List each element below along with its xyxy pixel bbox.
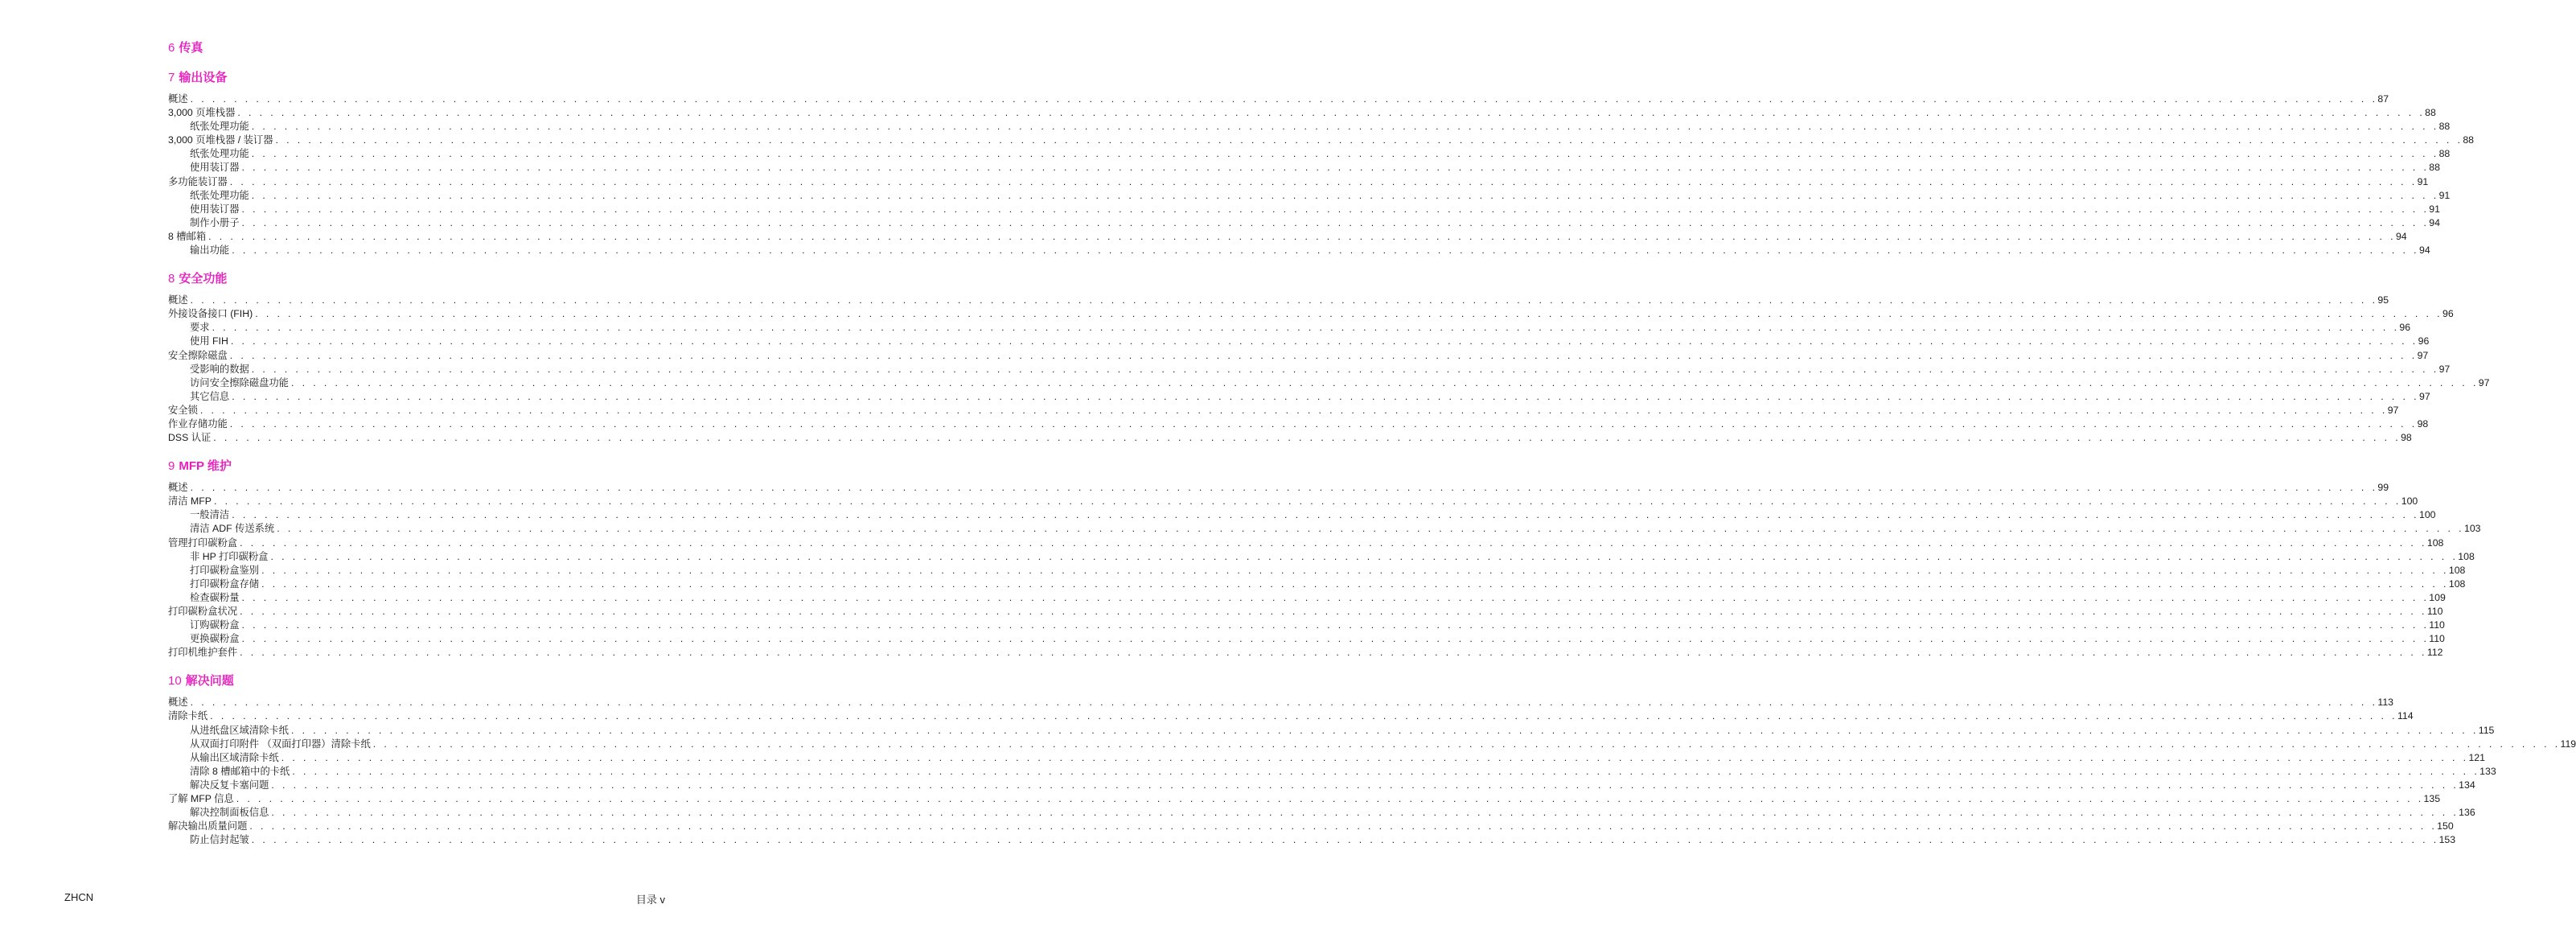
toc-entry[interactable] (168, 307, 2454, 321)
dot-leader: . . . . . . . . . . . . . . . . . . . . . . . . . . . . . . . . . . . . . . . . . . . . . . . . . . . . . . . . . . . . . . . . . . . . . . . . . . . . . . . . . . . . . . . . . . . . . . . . . . . . . . . . . . . . . . . . . . . . . . . . . . . . . . . . . . . . . . . . . . . . . . . . . . . . . . . . . . . . . . . . . . . . . . . . . . . . . . . . . . . . . . . . . . . . . . . . . . . . . . . . (275, 134, 2463, 146)
toc-entry-title: 8 槽邮箱 (168, 230, 207, 242)
toc-entry[interactable] (168, 646, 2443, 660)
toc-entry-title: 从进纸盘区域清除卡纸 (190, 724, 289, 736)
dot-leader: . . . . . . . . . . . . . . . . . . . . . . . . . . . . . . . . . . . . . . . . . . . . . . . . . . . . . . . . . . . . . . . . . . . . . . . . . . . . . . . . . . . . . . . . . . . . . . . . . . . . . . . . . . . . . . . . . . . . . . . . . . . . . . . . . . . . . . . . . . . . . . . . . . . . . . . . . . . . . . . . . . . . . . . . . . . . . . . . . . . . . . . . . . . . . . . . . . . . . . . . (229, 417, 2418, 430)
dot-leader: . . . . . . . . . . . . . . . . . . . . . . . . . . . . . . . . . . . . . . . . . . . . . . . . . . . . . . . . . . . . . . . . . . . . . . . . . . . . . . . . . . . . . . . . . . . . . . . . . . . . . . . . . . . . . . . . . . . . . . . . . . . . . . . . . . . . . . . . . . . . . . . . . . . . . . . . . . . . . . . . . . . . . . . . . . . . . . . . . . . . . . . . . . . . . . . . . . . . . . . . (232, 245, 2419, 257)
toc-entry-title: 安全锁 (168, 404, 198, 416)
dot-leader: . . . . . . . . . . . . . . . . . . . . . . . . . . . . . . . . . . . . . . . . . . . . . . . . . . . . . . . . . . . . . . . . . . . . . . . . . . . . . . . . . . . . . . . . . . . . . . . . . . . . . . . . . . . . . . . . . . . . . . . . . . . . . . . . . . . . . . . . . . . . . . . . . . . . . . . . . . . . . . . . . . . . . . . . . . . . . . . . . . . . . . . . . . . . . . . . . . . . . . . . (190, 482, 2378, 494)
toc-entry-page-number: 133 (2479, 765, 2496, 777)
chapter-heading[interactable] (168, 70, 666, 86)
toc-entry-title: 一般清洁 (190, 509, 230, 521)
toc-entry-page-number: 97 (2478, 376, 2490, 388)
toc-entry[interactable] (168, 335, 2430, 348)
toc-entry-title: 清除卡纸 (168, 710, 208, 722)
toc-entry-title: 概述 (168, 482, 188, 494)
toc-entry-page-number: 115 (2478, 724, 2495, 736)
dot-leader: . . . . . . . . . . . . . . . . . . . . . . . . . . . . . . . . . . . . . . . . . . . . . . . . . . . . . . . . . . . . . . . . . . . . . . . . . . . . . . . . . . . . . . . . . . . . . . . . . . . . . . . . . . . . . . . . . . . . . . . . . . . . . . . . . . . . . . . . . . . . . . . . . . . . . . . . . . . . . . . . . . . . . . . . . . . . . . . . . . . . . . . . . . . . . . . . . . . . . . . . (241, 216, 2430, 228)
dot-leader: . . . . . . . . . . . . . . . . . . . . . . . . . . . . . . . . . . . . . . . . . . . . . . . . . . . . . . . . . . . . . . . . . . . . . . . . . . . . . . . . . . . . . . . . . . . . . . . . . . . . . . . . . . . . . . . . . . . . . . . . . . . . . . . . . . . . . . . . . . . . . . . . . . . . . . . . . . . . . . . . . . . . . . . . . . . . . . . . . . . . . . . . . . . . . . . . . . . . . . . . (241, 619, 2430, 631)
toc-entry-title: 使用 FIH (190, 335, 228, 347)
dot-leader: . . . . . . . . . . . . . . . . . . . . . . . . . . . . . . . . . . . . . . . . . . . . . . . . . . . . . . . . . . . . . . . . . . . . . . . . . . . . . . . . . . . . . . . . . . . . . . . . . . . . . . . . . . . . . . . . . . . . . . . . . . . . . . . . . . . . . . . . . . . . . . . . . . . . . . . . . . . . . . . . . . . . . . . . . . . . . . . . . . . . . . . . . . . . . . . . . . . . . . . . (251, 148, 2439, 160)
dot-leader: . . . . . . . . . . . . . . . . . . . . . . . . . . . . . . . . . . . . . . . . . . . . . . . . . . . . . . . . . . . . . . . . . . . . . . . . . . . . . . . . . . . . . . . . . . . . . . . . . . . . . . . . . . . . . . . . . . . . . . . . . . . . . . . . . . . . . . . . . . . . . . . . . . . . . . . . . . . . . . . . . . . . . . . . . . . . . . . . . . . . . . . . . . . . . . . . . . . . . . . . (255, 308, 2442, 320)
dot-leader: . . . . . . . . . . . . . . . . . . . . . . . . . . . . . . . . . . . . . . . . . . . . . . . . . . . . . . . . . . . . . . . . . . . . . . . . . . . . . . . . . . . . . . . . . . . . . . . . . . . . . . . . . . . . . . . . . . . . . . . . . . . . . . . . . . . . . . . . . . . . . . . . . . . . . . . . . . . . . . . . . . . . . . . . . . . . . . . . . . . . . . . . . . . . . . . . . . . . . . . . (240, 536, 2427, 549)
toc-entry-page-number: 87 (2377, 93, 2389, 105)
toc-entry-title: 从双面打印附件 （双面打印器）清除卡纸 (190, 738, 371, 750)
toc-entry-title: 防止信封起皱 (190, 834, 249, 846)
toc-entry-title: 要求 (190, 322, 210, 334)
dot-leader: . . . . . . . . . . . . . . . . . . . . . . . . . . . . . . . . . . . . . . . . . . . . . . . . . . . . . . . . . . . . . . . . . . . . . . . . . . . . . . . . . . . . . . . . . . . . . . . . . . . . . . . . . . . . . . . . . . . . . . . . . . . . . . . . . . . . . . . . . . . . . . . . . . . . . . . . . . . . . . . . . . . . . . . . . . . . . . . . . . . . . . . . . . . . . . . . . . . . . . . . (240, 647, 2427, 659)
toc-entry-page-number: 91 (2429, 203, 2440, 215)
toc-entry-page-number: 94 (2395, 230, 2407, 242)
dot-leader: . . . . . . . . . . . . . . . . . . . . . . . . . . . . . . . . . . . . . . . . . . . . . . . . . . . . . . . . . . . . . . . . . . . . . . . . . . . . . . . . . . . . . . . . . . . . . . . . . . . . . . . . . . . . . . . . . . . . . . . . . . . . . . . . . . . . . . . . . . . . . . . . . . . . . . . . . . . . . . . . . . . . . . . . . . . . . . . . . . . . . . . . . . . . . . . . . . . . . . . . (271, 779, 2459, 791)
toc-entry-title: 了解 MFP 信息 (168, 793, 234, 805)
toc-entry-title: 清除 8 槽邮箱中的卡纸 (190, 765, 290, 777)
chapter-number: 10 (168, 674, 182, 689)
chapter-number: 8 (168, 272, 175, 286)
toc-entry[interactable] (168, 404, 2399, 417)
toc-entry-page-number: 134 (2459, 779, 2475, 791)
toc-entry-title: 多功能装订器 (168, 175, 228, 187)
toc-entry[interactable] (168, 431, 2412, 445)
toc-entry-title: 概述 (168, 93, 188, 105)
toc-entry-page-number: 109 (2429, 591, 2446, 603)
toc-entry-title: 打印碳粉盒鉴别 (190, 564, 260, 576)
toc-entry-page-number: 112 (2426, 647, 2443, 659)
toc-entry-page-number: 97 (2438, 363, 2451, 375)
toc-entry[interactable] (168, 564, 2466, 578)
toc-entry[interactable] (168, 147, 2451, 161)
footer-language-code: ZHCN (64, 891, 94, 903)
toc-entry-page-number: 96 (2418, 335, 2430, 347)
toc-entry-page-number: 88 (2429, 162, 2440, 174)
dot-leader: . . . . . . . . . . . . . . . . . . . . . . . . . . . . . . . . . . . . . . . . . . . . . . . . . . . . . . . . . . . . . . . . . . . . . . . . . . . . . . . . . . . . . . . . . . . . . . . . . . . . . . . . . . . . . . . . . . . . . . . . . . . . . . . . . . . . . . . . . . . . . . . . . . . . . . . . . . . . . . . . . . . . . . . . . . . . . . . . . . . . . . . . . . . . . . . . . . . . . . . . (261, 578, 2449, 590)
dot-leader: . . . . . . . . . . . . . . . . . . . . . . . . . . . . . . . . . . . . . . . . . . . . . . . . . . . . . . . . . . . . . . . . . . . . . . . . . . . . . . . . . . . . . . . . . . . . . . . . . . . . . . . . . . . . . . . . . . . . . . . . . . . . . . . . . . . . . . . . . . . . . . . . . . . . . . . . . . . . . . . . . . . . . . . . . . . . . . . . . . . . . . . . . . . . . . . . . . . . . . . . (230, 335, 2418, 347)
toc-entry-title: 清洁 ADF 传送系统 (190, 523, 275, 535)
toc-entry[interactable] (168, 203, 2440, 216)
table-of-contents (168, 40, 2576, 847)
toc-entry-page-number: 88 (2463, 134, 2474, 146)
toc-entry-title: 打印机维护套件 (168, 647, 238, 659)
chapter-title: 输出设备 (179, 71, 228, 84)
toc-entry-title: 打印碳粉盒存储 (190, 578, 260, 590)
toc-entry-page-number: 108 (2458, 550, 2475, 562)
toc-entry-title: 检查碳粉量 (190, 591, 240, 603)
toc-entry-page-number: 97 (2417, 349, 2429, 361)
toc-entry[interactable] (168, 134, 2474, 147)
toc-entry-page-number: 98 (2417, 417, 2429, 430)
chapter-number: 6 (168, 41, 175, 55)
toc-entry[interactable] (168, 189, 2451, 203)
chapter-title: 解决问题 (185, 674, 234, 689)
dot-leader: . . . . . . . . . . . . . . . . . . . . . . . . . . . . . . . . . . . . . . . . . . . . . . . . . . . . . . . . . . . . . . . . . . . . . . . . . . . . . . . . . . . . . . . . . . . . . . . . . . . . . . . . . . . . . . . . . . . . . . . . . . . . . . . . . . . . . . . . . . . . . . . . . . . . . . . . . . . . . . . . . . . . . . . . . . . . . . . . . . . . . . . . . . . . . . . . . . . . . . . . (240, 606, 2427, 617)
dot-leader: . . . . . . . . . . . . . . . . . . . . . . . . . . . . . . . . . . . . . . . . . . . . . . . . . . . . . . . . . . . . . . . . . . . . . . . . . . . . . . . . . . . . . . . . . . . . . . . . . . . . . . . . . . . . . . . . . . . . . . . . . . . . . . . . . . . . . . . . . . . . . . . . . . . . . . . . . . . . . . . . . . . . . . . . . . . . . . . . . . . . . . . . . . . . . . . . . . . . . . . . (251, 834, 2439, 846)
chapter-heading[interactable] (168, 673, 666, 689)
dot-leader: . . . . . . . . . . . . . . . . . . . . . . . . . . . . . . . . . . . . . . . . . . . . . . . . . . . . . . . . . . . . . . . . . . . . . . . . . . . . . . . . . . . . . . . . . . . . . . . . . . . . . . . . . . . . . . . . . . . . . . . . . . . . . . . . . . . . . . . . . . . . . . . . . . . . . . . . . . . . . . . . . . . . . . . . . . . . . . . . . . . . . . . . . . . . . . . . . . . . . . . . (271, 807, 2459, 819)
dot-leader: . . . . . . . . . . . . . . . . . . . . . . . . . . . . . . . . . . . . . . . . . . . . . . . . . . . . . . . . . . . . . . . . . . . . . . . . . . . . . . . . . . . . . . . . . . . . . . . . . . . . . . . . . . . . . . . . . . . . . . . . . . . . . . . . . . . . . . . . . . . . . . . . . . . . . . . . . . . . . . . . . . . . . . . . . . . . . . . . . . . . . . . . . . . . . . . . . . . . . . . . (229, 349, 2418, 361)
toc-entry-page-number: 110 (2429, 633, 2445, 645)
dot-leader: . . . . . . . . . . . . . . . . . . . . . . . . . . . . . . . . . . . . . . . . . . . . . . . . . . . . . . . . . . . . . . . . . . . . . . . . . . . . . . . . . . . . . . . . . . . . . . . . . . . . . . . . . . . . . . . . . . . . . . . . . . . . . . . . . . . . . . . . . . . . . . . . . . . . . . . . . . . . . . . . . . . . . . . . . . . . . . . . . . . . . . . . . . . . . . . . . . . . . . . . (190, 93, 2378, 105)
toc-entry-page-number: 97 (2418, 390, 2430, 402)
toc-entry-page-number: 100 (2418, 509, 2436, 521)
dot-leader: . . . . . . . . . . . . . . . . . . . . . . . . . . . . . . . . . . . . . . . . . . . . . . . . . . . . . . . . . . . . . . . . . . . . . . . . . . . . . . . . . . . . . . . . . . . . . . . . . . . . . . . . . . . . . . . . . . . . . . . . . . . . . . . . . . . . . . . . . . . . . . . . . . . . . . . . . . . . . . . . . . . . . . . . . . . . . . . . . . . . . . . . . . . . . . . . . . . . . . . . (213, 432, 2401, 444)
toc-entry-page-number: 150 (2437, 820, 2454, 832)
dot-leader: . . . . . . . . . . . . . . . . . . . . . . . . . . . . . . . . . . . . . . . . . . . . . . . . . . . . . . . . . . . . . . . . . . . . . . . . . . . . . . . . . . . . . . . . . . . . . . . . . . . . . . . . . . . . . . . . . . . . . . . . . . . . . . . . . . . . . . . . . . . . . . . . . . . . . . . . . . . . . . . . . . . . . . . . . . . . . . . . . . . . . . . . . . . . . . . . . . . . . . . . (292, 765, 2480, 777)
toc-entry[interactable] (168, 724, 2495, 738)
toc-entry-page-number: 103 (2464, 523, 2481, 535)
toc-entry[interactable] (168, 508, 2436, 522)
toc-entry[interactable] (168, 120, 2451, 134)
toc-entry-title: 概述 (168, 697, 188, 709)
toc-entry[interactable] (168, 481, 2389, 495)
toc-entry-page-number: 100 (2401, 495, 2418, 508)
chapter-title: MFP 维护 (179, 459, 232, 474)
toc-entry[interactable] (168, 294, 2389, 307)
toc-entry-title: 概述 (168, 294, 188, 306)
toc-entry-title: 打印碳粉盒状况 (168, 606, 238, 617)
toc-entry-page-number: 113 (2377, 697, 2393, 709)
toc-entry-page-number: 88 (2438, 148, 2451, 160)
toc-entry-page-number: 114 (2397, 710, 2414, 722)
toc-entry[interactable] (168, 92, 2389, 106)
dot-leader: . . . . . . . . . . . . . . . . . . . . . . . . . . . . . . . . . . . . . . . . . . . . . . . . . . . . . . . . . . . . . . . . . . . . . . . . . . . . . . . . . . . . . . . . . . . . . . . . . . . . . . . . . . . . . . . . . . . . . . . . . . . . . . . . . . . . . . . . . . . . . . . . . . . . . . . . . . . . . . . . . . . . . . . . . . . . . . . . . . . . . . . . . . . . . . . . . . . . . . . . (232, 390, 2419, 402)
toc-entry-page-number: 119 (2560, 738, 2576, 750)
toc-entry[interactable] (168, 349, 2429, 363)
dot-leader: . . . . . . . . . . . . . . . . . . . . . . . . . . . . . . . . . . . . . . . . . . . . . . . . . . . . . . . . . . . . . . . . . . . . . . . . . . . . . . . . . . . . . . . . . . . . . . . . . . . . . . . . . . . . . . . . . . . . . . . . . . . . . . . . . . . . . . . . . . . . . . . . . . . . . . . . . . . . . . . . . . . . . . . . . . . . . . . . . . . . . . . . . . . . . . . . . . . . . . . . (251, 121, 2439, 133)
toc-entry[interactable] (168, 833, 2456, 847)
toc-entry-page-number: 96 (2442, 308, 2454, 320)
toc-entry-title: 清洁 MFP (168, 495, 212, 508)
toc-entry[interactable] (168, 738, 2576, 751)
toc-entry-page-number: 98 (2401, 432, 2412, 444)
toc-entry[interactable] (168, 376, 2490, 390)
toc-entry[interactable] (168, 696, 2393, 709)
toc-entry[interactable] (168, 363, 2451, 376)
toc-entry-title: 更换碳粉盒 (190, 633, 240, 645)
dot-leader: . . . . . . . . . . . . . . . . . . . . . . . . . . . . . . . . . . . . . . . . . . . . . . . . . . . . . . . . . . . . . . . . . . . . . . . . . . . . . . . . . . . . . . . . . . . . . . . . . . . . . . . . . . . . . . . . . . . . . . . . . . . . . . . . . . . . . . . . . . . . . . . . . . . . . . . . . . . . . . . . . . . . . . . . . . . . . . . . . . . . . . . . . . . . . . . . . . . . . . . . (251, 363, 2439, 375)
chapter-number: 9 (168, 459, 175, 474)
toc-entry[interactable] (168, 495, 2418, 508)
toc-entry[interactable] (168, 522, 2481, 536)
dot-leader: . . . . . . . . . . . . . . . . . . . . . . . . . . . . . . . . . . . . . . . . . . . . . . . . . . . . . . . . . . . . . . . . . . . . . . . . . . . . . . . . . . . . . . . . . . . . . . . . . . . . . . . . . . . . . . . . . . . . . . . . . . . . . . . . . . . . . . . . . . . . . . . . . . . . . . . . . . . . . . . . . . . . . . . . . . . . . . . . . . . . . . . . . . . . . . . . . . . . . . . . (249, 820, 2438, 832)
dot-leader: . . . . . . . . . . . . . . . . . . . . . . . . . . . . . . . . . . . . . . . . . . . . . . . . . . . . . . . . . . . . . . . . . . . . . . . . . . . . . . . . . . . . . . . . . . . . . . . . . . . . . . . . . . . . . . . . . . . . . . . . . . . . . . . . . . . . . . . . . . . . . . . . . . . . . . . . . . . . . . . . . . . . . . . . . . . . . . . . . . . . . . . . . . . . . . . . . . . . . . . . (190, 697, 2378, 709)
toc-entry[interactable] (168, 779, 2475, 792)
toc-entry-page-number: 88 (2425, 107, 2436, 119)
dot-leader: . . . . . . . . . . . . . . . . . . . . . . . . . . . . . . . . . . . . . . . . . . . . . . . . . . . . . . . . . . . . . . . . . . . . . . . . . . . . . . . . . . . . . . . . . . . . . . . . . . . . . . . . . . . . . . . . . . . . . . . . . . . . . . . . . . . . . . . . . . . . . . . . . . . . . . . . . . . . . . . . . . . . . . . . . . . . . . . . . . . . . . . . . . . . . . . . . . . . . . . . (190, 294, 2378, 306)
toc-entry-page-number: 94 (2429, 216, 2440, 228)
dot-leader: . . . . . . . . . . . . . . . . . . . . . . . . . . . . . . . . . . . . . . . . . . . . . . . . . . . . . . . . . . . . . . . . . . . . . . . . . . . . . . . . . . . . . . . . . . . . . . . . . . . . . . . . . . . . . . . . . . . . . . . . . . . . . . . . . . . . . . . . . . . . . . . . . . . . . . . . . . . . . . . . . . . . . . . . . . . . . . . . . . . . . . . . . . . . . . . . . . . . . . . . (270, 550, 2459, 562)
dot-leader: . . . . . . . . . . . . . . . . . . . . . . . . . . . . . . . . . . . . . . . . . . . . . . . . . . . . . . . . . . . . . . . . . . . . . . . . . . . . . . . . . . . . . . . . . . . . . . . . . . . . . . . . . . . . . . . . . . . . . . . . . . . . . . . . . . . . . . . . . . . . . . . . . . . . . . . . . . . . . . . . . . . . . . . . . . . . . . . . . . . . . . . . . . . . . . . . . . . . . . . . (232, 509, 2419, 521)
toc-entry-page-number: 94 (2418, 245, 2430, 257)
toc-entry-title: 安全擦除磁盘 (168, 349, 228, 361)
dot-leader: . . . . . . . . . . . . . . . . . . . . . . . . . . . . . . . . . . . . . . . . . . . . . . . . . . . . . . . . . . . . . . . . . . . . . . . . . . . . . . . . . . . . . . . . . . . . . . . . . . . . . . . . . . . . . . . . . . . . . . . . . . . . . . . . . . . . . . . . . . . . . . . . . . . . . . . . . . . . . . . . . . . . . . . . . . . . . . . . . . . . . . . . . . . . . . . . . . . . . . . . (210, 710, 2397, 722)
toc-entry[interactable] (168, 244, 2430, 257)
dot-leader: . . . . . . . . . . . . . . . . . . . . . . . . . . . . . . . . . . . . . . . . . . . . . . . . . . . . . . . . . . . . . . . . . . . . . . . . . . . . . . . . . . . . . . . . . . . . . . . . . . . . . . . . . . . . . . . . . . . . . . . . . . . . . . . . . . . . . . . . . . . . . . . . . . . . . . . . . . . . . . . . . . . . . . . . . . . . . . . . . . . . . . . . . . . . . . . . . . . . . . . . (237, 107, 2426, 119)
toc-entry-title: 管理打印碳粉盒 (168, 536, 238, 549)
toc-entry-page-number: 136 (2459, 807, 2475, 819)
toc-entry-title: 解决反复卡塞问题 (190, 779, 269, 791)
toc-entry-title: DSS 认证 (168, 432, 212, 444)
toc-entry[interactable] (168, 106, 2436, 120)
toc-entry-title: 使用装订器 (190, 203, 240, 215)
dot-leader: . . . . . . . . . . . . . . . . . . . . . . . . . . . . . . . . . . . . . . . . . . . . . . . . . . . . . . . . . . . . . . . . . . . . . . . . . . . . . . . . . . . . . . . . . . . . . . . . . . . . . . . . . . . . . . . . . . . . . . . . . . . . . . . . . . . . . . . . . . . . . . . . . . . . . . . . . . . . . . . . . . . . . . . . . . . . . . . . . . . . . . . . . . . . . . . . . . . . . . . . (251, 189, 2439, 201)
toc-entry-page-number: 88 (2438, 121, 2451, 133)
toc-entry[interactable] (168, 175, 2429, 189)
toc-entry-page-number: 108 (2426, 536, 2444, 549)
toc-entry-page-number: 99 (2377, 482, 2389, 494)
toc-entry[interactable] (168, 806, 2475, 820)
toc-entry[interactable] (168, 709, 2414, 723)
dot-leader: . . . . . . . . . . . . . . . . . . . . . . . . . . . . . . . . . . . . . . . . . . . . . . . . . . . . . . . . . . . . . . . . . . . . . . . . . . . . . . . . . . . . . . . . . . . . . . . . . . . . . . . . . . . . . . . . . . . . . . . . . . . . . . . . . . . . . . . . . . . . . . . . . . . . . . . . . . . . . . . . . . . . . . . . . . . . . . . . . . . . . . . . . . . . . . . . . . . . . . . . (277, 523, 2464, 535)
dot-leader: . . . . . . . . . . . . . . . . . . . . . . . . . . . . . . . . . . . . . . . . . . . . . . . . . . . . . . . . . . . . . . . . . . . . . . . . . . . . . . . . . . . . . . . . . . . . . . . . . . . . . . . . . . . . . . . . . . . . . . . . . . . . . . . . . . . . . . . . . . . . . . . . . . . . . . . . . . . . . . . . . . . . . . . . . . . . . . . . . . . . . . . . . . . . . . . . . . . . . . . . (261, 564, 2449, 576)
chapter-title: 传真 (179, 41, 203, 55)
chapter-heading[interactable] (168, 271, 666, 287)
dot-leader: . . . . . . . . . . . . . . . . . . . . . . . . . . . . . . . . . . . . . . . . . . . . . . . . . . . . . . . . . . . . . . . . . . . . . . . . . . . . . . . . . . . . . . . . . . . . . . . . . . . . . . . . . . . . . . . . . . . . . . . . . . . . . . . . . . . . . . . . . . . . . . . . . . . . . . . . . . . . . . . . . . . . . . . . . . . . . . . . . . . . . . . . . . . . . . . . . . . . . . . . (199, 404, 2388, 416)
toc-entry-title: 3,000 页堆栈器 / 装订器 (168, 134, 273, 146)
toc-entry-title: 外接设备接口 (FIH) (168, 308, 253, 320)
toc-entry-title: 非 HP 打印碳粉盒 (190, 550, 269, 562)
toc-entry[interactable] (168, 536, 2444, 550)
toc-entry[interactable] (168, 550, 2475, 564)
toc-entry-title: 其它信息 (190, 390, 230, 402)
toc-entry[interactable] (168, 765, 2496, 779)
dot-leader: . . . . . . . . . . . . . . . . . . . . . . . . . . . . . . . . . . . . . . . . . . . . . . . . . . . . . . . . . . . . . . . . . . . . . . . . . . . . . . . . . . . . . . . . . . . . . . . . . . . . . . . . . . . . . . . . . . . . . . . . . . . . . . . . . . . . . . . . . . . . . . . . . . . . . . . . . . . . . . . . . . . . . . . . . . . . . . . . . . . . . . . . . . . . . . . . . . . . . . . . (212, 322, 2400, 334)
toc-entry-title: 纸张处理功能 (190, 121, 249, 133)
toc-entry-page-number: 97 (2387, 404, 2399, 416)
toc-entry-title: 受影响的数据 (190, 363, 249, 375)
dot-leader: . . . . . . . . . . . . . . . . . . . . . . . . . . . . . . . . . . . . . . . . . . . . . . . . . . . . . . . . . . . . . . . . . . . . . . . . . . . . . . . . . . . . . . . . . . . . . . . . . . . . . . . . . . . . . . . . . . . . . . . . . . . . . . . . . . . . . . . . . . . . . . . . . . . . . . . . . . . . . . . . . . . . . . . . . . . . . . . . . . . . . . . . . . . . . . . . . . . . . . . . (281, 751, 2469, 763)
toc-entry[interactable] (168, 578, 2466, 591)
toc-entry[interactable] (168, 161, 2440, 175)
toc-entry-title: 作业存储功能 (168, 417, 228, 430)
toc-entry-title: 解决控制面板信息 (190, 807, 269, 819)
dot-leader: . . . . . . . . . . . . . . . . . . . . . . . . . . . . . . . . . . . . . . . . . . . . . . . . . . . . . . . . . . . . . . . . . . . . . . . . . . . . . . . . . . . . . . . . . . . . . . . . . . . . . . . . . . . . . . . . . . . . . . . . . . . . . . . . . . . . . . . . . . . . . . . . . . . . . . . . . . . . . . . . . . . . . . . . . . . . . . . . . . . . . . . . . . . . . . . . . . . . . . . . (213, 495, 2401, 508)
dot-leader: . . . . . . . . . . . . . . . . . . . . . . . . . . . . . . . . . . . . . . . . . . . . . . . . . . . . . . . . . . . . . . . . . . . . . . . . . . . . . . . . . . . . . . . . . . . . . . . . . . . . . . . . . . . . . . . . . . . . . . . . . . . . . . . . . . . . . . . . . . . . . . . . . . . . . . . . . . . . . . . . . . . . . . . . . . . . . . . . . . . . . . . . . . . . . . . . . . . . . . . . (229, 175, 2418, 187)
chapter-heading[interactable] (168, 40, 666, 56)
chapter-title: 安全功能 (179, 272, 228, 286)
toc-entry-title: 输出功能 (190, 245, 230, 257)
dot-leader: . . . . . . . . . . . . . . . . . . . . . . . . . . . . . . . . . . . . . . . . . . . . . . . . . . . . . . . . . . . . . . . . . . . . . . . . . . . . . . . . . . . . . . . . . . . . . . . . . . . . . . . . . . . . . . . . . . . . . . . . . . . . . . . . . . . . . . . . . . . . . . . . . . . . . . . . . . . . . . . . . . . . . . . . . . . . . . . . . . . . . . . . . . . . . . . . . . . . . . . . (241, 591, 2430, 603)
toc-entry-page-number: 108 (2448, 578, 2466, 590)
toc-entry-page-number: 108 (2448, 564, 2466, 576)
toc-entry[interactable] (168, 632, 2445, 646)
toc-entry[interactable] (168, 619, 2445, 632)
toc-entry[interactable] (168, 230, 2407, 244)
toc-entry-page-number: 95 (2377, 294, 2389, 306)
toc-entry[interactable] (168, 417, 2429, 431)
toc-entry[interactable] (168, 321, 2411, 335)
chapter-heading[interactable] (168, 458, 666, 475)
toc-entry-title: 制作小册子 (190, 216, 240, 228)
toc-entry[interactable] (168, 591, 2446, 605)
toc-entry-title: 使用装订器 (190, 162, 240, 174)
toc-entry-page-number: 96 (2399, 322, 2411, 334)
dot-leader: . . . . . . . . . . . . . . . . . . . . . . . . . . . . . . . . . . . . . . . . . . . . . . . . . . . . . . . . . . . . . . . . . . . . . . . . . . . . . . . . . . . . . . . . . . . . . . . . . . . . . . . . . . . . . . . . . . . . . . . . . . . . . . . . . . . . . . . . . . . . . . . . . . . . . . . . . . . . . . . . . . . . . . . . . . . . . . . . . . . . . . . . . . . . . . . . . . . . . . . . (241, 633, 2430, 645)
toc-entry[interactable] (168, 390, 2430, 404)
toc-entry-title: 解决输出质量问题 (168, 820, 248, 832)
toc-entry[interactable] (168, 605, 2443, 619)
dot-leader: . . . . . . . . . . . . . . . . . . . . . . . . . . . . . . . . . . . . . . . . . . . . . . . . . . . . . . . . . . . . . . . . . . . . . . . . . . . . . . . . . . . . . . . . . . . . . . . . . . . . . . . . . . . . . . . . . . . . . . . . . . . . . . . . . . . . . . . . . . . . . . . . . . . . . . . . . . . . . . . . . . . . . . . . . . . . . . . . . . . . . . . . . . . . . . . . . . . . . . . . (290, 724, 2479, 736)
toc-entry-title: 订购碳粉盒 (190, 619, 240, 631)
toc-entry[interactable] (168, 820, 2454, 833)
toc-entry-page-number: 153 (2438, 834, 2456, 846)
toc-entry-page-number: 121 (2468, 751, 2485, 763)
toc-entry-title: 纸张处理功能 (190, 148, 249, 160)
toc-entry-page-number: 91 (2438, 189, 2451, 201)
dot-leader: . . . . . . . . . . . . . . . . . . . . . . . . . . . . . . . . . . . . . . . . . . . . . . . . . . . . . . . . . . . . . . . . . . . . . . . . . . . . . . . . . . . . . . . . . . . . . . . . . . . . . . . . . . . . . . . . . . . . . . . . . . . . . . . . . . . . . . . . . . . . . . . . . . . . . . . . . . . . . . . . . . . . . . . . . . . . . . . . . . . . . . . . . . . . . . . . . . . . . . . . (290, 376, 2479, 388)
dot-leader: . . . . . . . . . . . . . . . . . . . . . . . . . . . . . . . . . . . . . . . . . . . . . . . . . . . . . . . . . . . . . . . . . . . . . . . . . . . . . . . . . . . . . . . . . . . . . . . . . . . . . . . . . . . . . . . . . . . . . . . . . . . . . . . . . . . . . . . . . . . . . . . . . . . . . . . . . . . . . . . . . . . . . . . . . . . . . . . . . . . . . . . . . . . . . . . . . . . . . . . . (236, 793, 2424, 805)
dot-leader: . . . . . . . . . . . . . . . . . . . . . . . . . . . . . . . . . . . . . . . . . . . . . . . . . . . . . . . . . . . . . . . . . . . . . . . . . . . . . . . . . . . . . . . . . . . . . . . . . . . . . . . . . . . . . . . . . . . . . . . . . . . . . . . . . . . . . . . . . . . . . . . . . . . . . . . . . . . . . . . . . . . . . . . . . . . . . . . . . . . . . . . . . . . . . . . . . . . . . . . . (208, 230, 2396, 242)
toc-entry[interactable] (168, 751, 2485, 765)
toc-entry-page-number: 110 (2429, 619, 2445, 631)
toc-entry[interactable] (168, 216, 2440, 230)
toc-entry-title: 3,000 页堆栈器 (168, 107, 236, 119)
dot-leader: . . . . . . . . . . . . . . . . . . . . . . . . . . . . . . . . . . . . . . . . . . . . . . . . . . . . . . . . . . . . . . . . . . . . . . . . . . . . . . . . . . . . . . . . . . . . . . . . . . . . . . . . . . . . . . . . . . . . . . . . . . . . . . . . . . . . . . . . . . . . . . . . . . . . . . . . . . . . . . . . . . . . . . . . . . . . . . . . . . . . . . . . . . . . . . . . . . . . . . . . (241, 162, 2430, 174)
toc-entry[interactable] (168, 792, 2441, 806)
dot-leader: . . . . . . . . . . . . . . . . . . . . . . . . . . . . . . . . . . . . . . . . . . . . . . . . . . . . . . . . . . . . . . . . . . . . . . . . . . . . . . . . . . . . . . . . . . . . . . . . . . . . . . . . . . . . . . . . . . . . . . . . . . . . . . . . . . . . . . . . . . . . . . . . . . . . . . . . . . . . . . . . . . . . . . . . . . . . . . . . . . . . . . . . . . . . . . . . . . . . . . . . (241, 203, 2430, 215)
toc-entry-page-number: 110 (2426, 606, 2443, 617)
footer-page-label: 目录 v (635, 894, 665, 906)
toc-entry-page-number: 91 (2417, 175, 2429, 187)
toc-entry-page-number: 135 (2423, 793, 2441, 805)
chapter-number: 7 (168, 71, 175, 84)
toc-entry-title: 从输出区域清除卡纸 (190, 751, 279, 763)
toc-entry-title: 访问安全擦除磁盘功能 (190, 376, 289, 388)
toc-entry-title: 纸张处理功能 (190, 189, 249, 201)
dot-leader: . . . . . . . . . . . . . . . . . . . . . . . . . . . . . . . . . . . . . . . . . . . . . . . . . . . . . . . . . . . . . . . . . . . . . . . . . . . . . . . . . . . . . . . . . . . . . . . . . . . . . . . . . . . . . . . . . . . . . . . . . . . . . . . . . . . . . . . . . . . . . . . . . . . . . . . . . . . . . . . . . . . . . . . . . . . . . . . . . . . . . . . . . . . . . . . . . . . . . . . . (372, 738, 2561, 750)
